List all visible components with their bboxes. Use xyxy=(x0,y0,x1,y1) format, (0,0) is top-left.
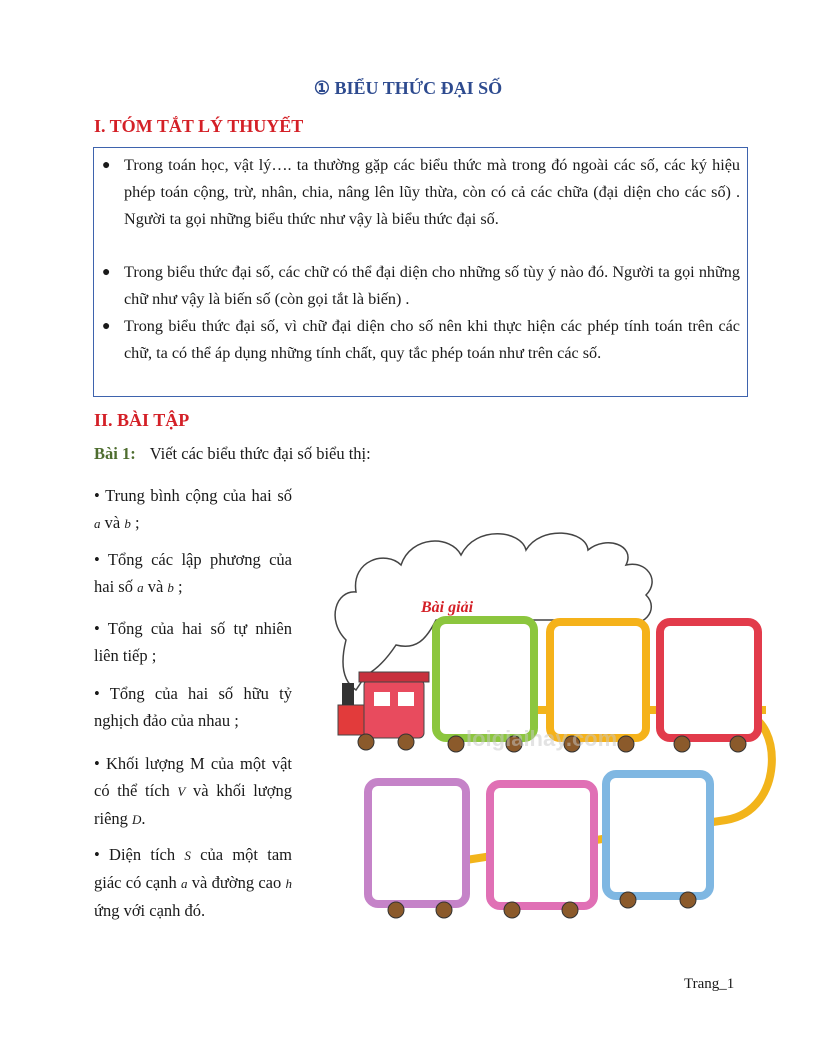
train-illustration xyxy=(326,520,786,920)
exercise-item: • Tổng của hai số tự nhiên liên tiếp ; xyxy=(94,619,292,665)
train-car xyxy=(660,622,758,752)
exercise-item: • Khối lượng M của một vật có thể tích V và khối lượng riêng D. xyxy=(94,754,292,828)
theory-item: ● Trong biểu thức đại số, vì chữ đại diện cho số nên khi thực hiện các phép tính toán trên các chữ, ta có thể áp dụng những tính chất, quy tắc phép toán như trên các số. xyxy=(124,313,740,367)
train-car xyxy=(606,774,710,908)
theory-item: ● Trong toán học, vật lý…. ta thường gặp các biểu thức mà trong đó ngoài các số, các ký hiệu phép toán cộng, trừ, nhân, chia, nâng lên lũy thừa, còn có cả các chữa (đại diện cho các số) . Người ta gọi những biểu thức như vậy là biểu thức đại số. xyxy=(124,152,740,233)
exercise-item: • Trung bình cộng của hai số a và b ; xyxy=(94,486,292,532)
exercise-heading xyxy=(94,444,371,464)
theory-item: ● Trong biểu thức đại số, các chữ có thể đại diện cho những số tùy ý nào đó. Người ta gọi những chữ như vậy là biến số (còn gọi tắt là biến) . xyxy=(124,259,740,313)
bullet-icon: ● xyxy=(102,265,111,280)
bullet-icon: ● xyxy=(102,158,111,173)
section-heading-exercises: II. BÀI TẬP xyxy=(94,410,190,430)
bullet-icon: ● xyxy=(102,319,111,334)
train-car xyxy=(490,784,594,918)
exercise-item: • Diện tích S của một tam giác có cạnh a và đường cao h ứng với cạnh đó. xyxy=(94,845,293,920)
locomotive-icon xyxy=(338,672,429,750)
image-caption: Bài giải xyxy=(421,599,474,616)
exercise-item: • Tổng của hai số hữu tỷ nghịch đảo của nhau ; xyxy=(94,684,292,730)
document-title: ① BIỂU THỨC ĐẠI SỐ xyxy=(313,78,503,98)
exercise-item: • Tổng các lập phương của hai số a và b ; xyxy=(94,550,292,596)
exercise-label: Bài 1: xyxy=(94,444,136,463)
theory-box xyxy=(93,147,748,397)
section-heading-theory: I. TÓM TẮT LÝ THUYẾT xyxy=(94,116,304,136)
page-number: Trang_1 xyxy=(684,976,735,992)
train-car xyxy=(368,782,466,918)
exercise-prompt: Viết các biểu thức đại số biểu thị: xyxy=(149,444,371,463)
watermark: loigiaihay.com xyxy=(466,726,618,751)
